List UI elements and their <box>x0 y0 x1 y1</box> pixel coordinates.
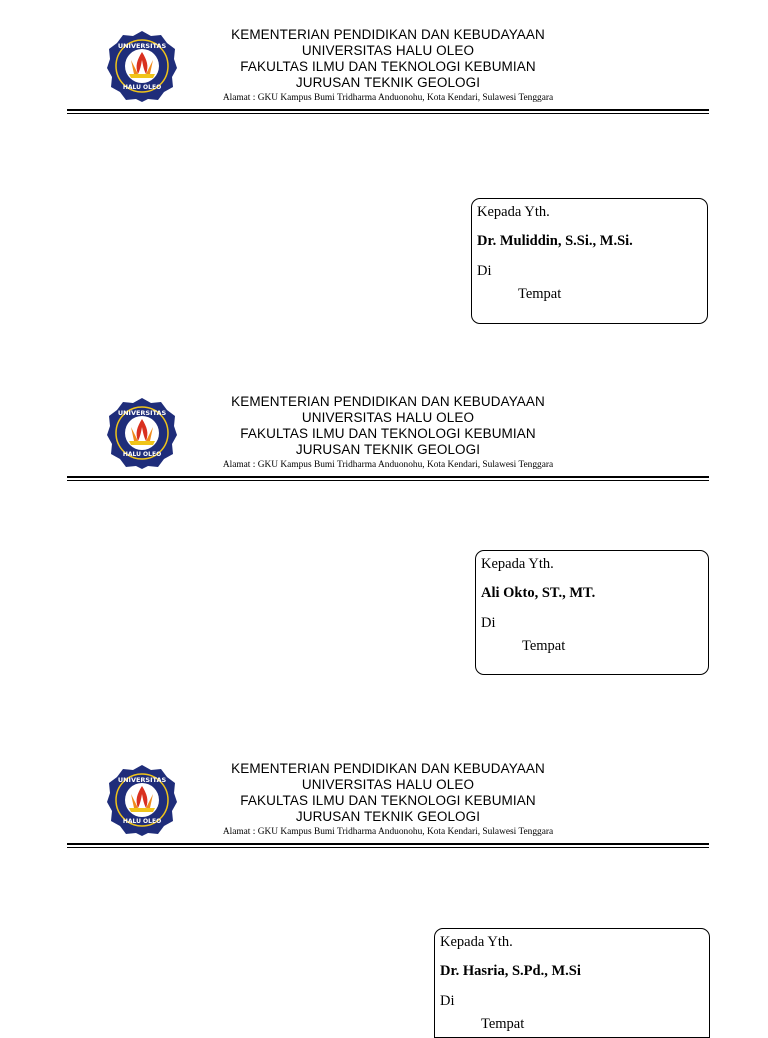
letterhead-text <box>200 761 576 839</box>
university-logo-icon <box>107 397 177 469</box>
di-label: Di <box>481 615 496 631</box>
faculty-line: FAKULTAS ILMU DAN TEKNOLOGI KEBUMIAN <box>240 59 536 74</box>
letterhead-rule-thin <box>67 480 709 481</box>
letterhead-rule-thick <box>67 476 709 478</box>
university-line: UNIVERSITAS HALU OLEO <box>301 410 475 425</box>
university-logo-icon <box>107 30 177 102</box>
letterhead-rule-thick <box>67 843 709 845</box>
university-logo-icon <box>107 764 177 836</box>
department-line: JURUSAN TEKNIK GEOLOGI <box>295 809 481 824</box>
ministry-line: KEMENTERIAN PENDIDIKAN DAN KEBUDAYAAN <box>231 394 545 409</box>
faculty-line: FAKULTAS ILMU DAN TEKNOLOGI KEBUMIAN <box>240 426 536 441</box>
recipient-name: Ali Okto, ST., MT. <box>481 585 596 601</box>
salutation: Kepada Yth. <box>440 934 513 950</box>
letterhead-rule-thin <box>67 113 709 114</box>
recipient-name: Dr. Hasria, S.Pd., M.Si <box>440 963 581 979</box>
recipient-box <box>434 928 710 1038</box>
tempat-label: Tempat <box>518 286 562 302</box>
tempat-label: Tempat <box>522 638 566 654</box>
svg-text:HALU OLEO: HALU OLEO <box>122 451 162 458</box>
university-line: UNIVERSITAS HALU OLEO <box>301 777 475 792</box>
recipient-name: Dr. Muliddin, S.Si., M.Si. <box>477 233 633 249</box>
svg-text:UNIVERSITAS: UNIVERSITAS <box>117 409 167 417</box>
salutation: Kepada Yth. <box>477 204 550 220</box>
university-line: UNIVERSITAS HALU OLEO <box>301 43 475 58</box>
ministry-line: KEMENTERIAN PENDIDIKAN DAN KEBUDAYAAN <box>231 761 545 776</box>
di-label: Di <box>477 263 492 279</box>
department-line: JURUSAN TEKNIK GEOLOGI <box>295 75 481 90</box>
svg-text:HALU OLEO: HALU OLEO <box>122 818 162 825</box>
letterhead-rule-thin <box>67 847 709 848</box>
recipient-box <box>475 550 709 675</box>
faculty-line: FAKULTAS ILMU DAN TEKNOLOGI KEBUMIAN <box>240 793 536 808</box>
address-line: Alamat : GKU Kampus Bumi Tridharma Anduonohu, Kota Kendari, Sulawesi Tenggara <box>222 827 554 837</box>
address-line: Alamat : GKU Kampus Bumi Tridharma Anduonohu, Kota Kendari, Sulawesi Tenggara <box>222 460 554 470</box>
department-line: JURUSAN TEKNIK GEOLOGI <box>295 442 481 457</box>
tempat-label: Tempat <box>481 1016 525 1032</box>
letterhead-text <box>200 394 576 472</box>
address-line: Alamat : GKU Kampus Bumi Tridharma Anduonohu, Kota Kendari, Sulawesi Tenggara <box>222 93 554 103</box>
recipient-box <box>471 198 708 324</box>
letterhead-text <box>200 27 576 105</box>
svg-text:UNIVERSITAS: UNIVERSITAS <box>117 776 167 784</box>
svg-text:HALU OLEO: HALU OLEO <box>122 84 162 91</box>
letterhead-rule-thick <box>67 109 709 111</box>
svg-text:UNIVERSITAS: UNIVERSITAS <box>117 42 167 50</box>
salutation: Kepada Yth. <box>481 556 554 572</box>
di-label: Di <box>440 993 455 1009</box>
ministry-line: KEMENTERIAN PENDIDIKAN DAN KEBUDAYAAN <box>231 27 545 42</box>
